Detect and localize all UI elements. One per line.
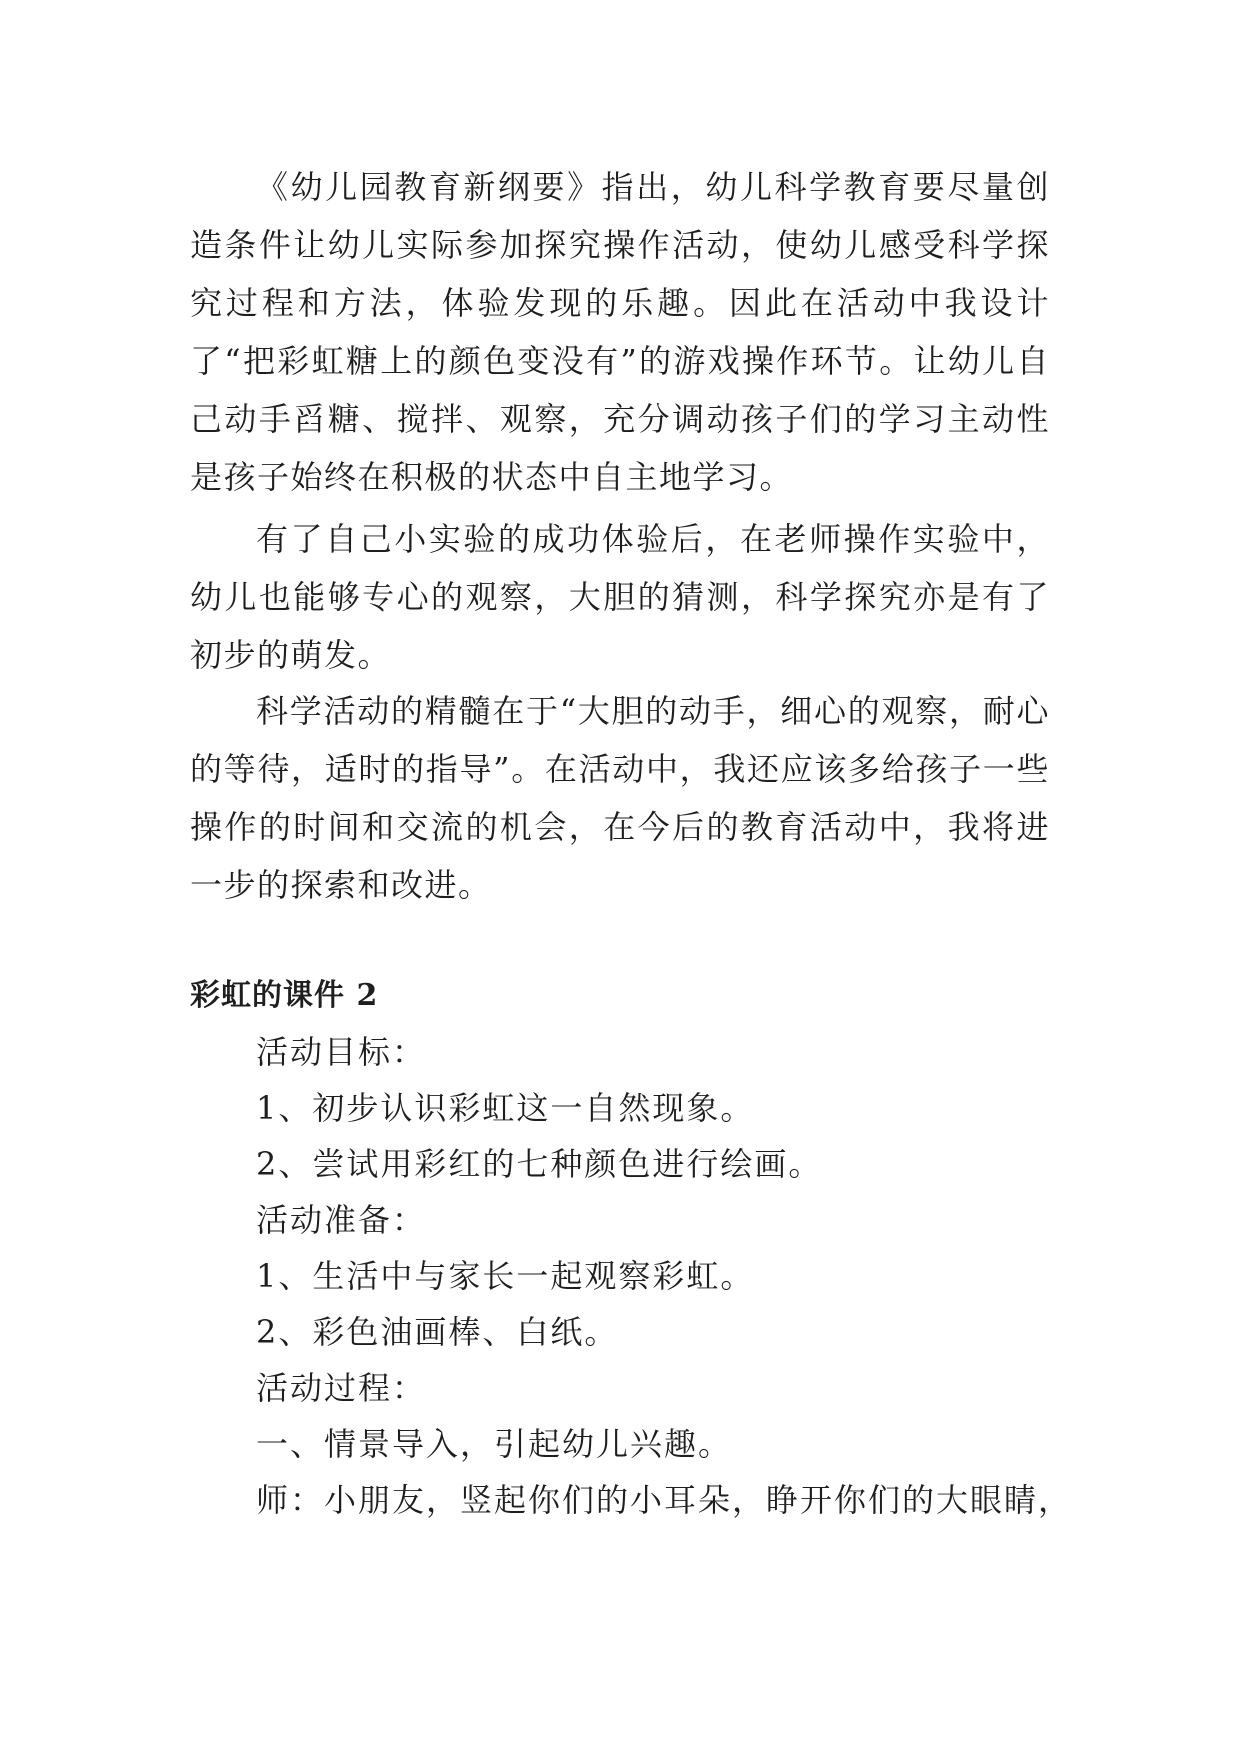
body-paragraph: 《幼儿园教育新纲要》指出，幼儿科学教育要尽量创造条件让幼儿实际参加探究操作活动，使幼儿感受科学探究过程和方法，体验发现的乐趣。因此在活动中我设计了“把彩虹糖上的颜色变没有”的游戏操作环节。让幼儿自己动手舀糖、搅拌、观察，充分调动孩子们的学习主动性是孩子始终在积极的状态中自主地学习。 <box>190 168 1050 496</box>
section-heading: 彩虹的课件 2 <box>190 978 379 1013</box>
goal-item: 2、尝试用彩红的七种颜色进行绘画。 <box>256 1145 823 1183</box>
preparation-item: 1、生活中与家长一起观察彩虹。 <box>256 1257 755 1295</box>
body-paragraph: 有了自己小实验的成功体验后，在老师操作实验中，幼儿也能够专心的观察，大胆的猜测，科学探究亦是有了初步的萌发。 <box>190 520 1050 674</box>
teacher-dialogue: 师：小朋友，竖起你们的小耳朵，睁开你们的大眼睛， <box>256 1481 1073 1519</box>
activity-preparation-heading: 活动准备： <box>256 1201 427 1239</box>
activity-goal-heading: 活动目标： <box>256 1033 427 1071</box>
activity-process-heading: 活动过程： <box>256 1369 427 1407</box>
body-paragraph: 科学活动的精髓在于“大胆的动手，细心的观察，耐心的等待，适时的指导”。在活动中，我还应该多给孩子一些操作的时间和交流的机会，在今后的教育活动中，我将进一步的探索和改进。 <box>190 692 1050 904</box>
goal-item: 1、初步认识彩虹这一自然现象。 <box>256 1089 755 1127</box>
preparation-item: 2、彩色油画棒、白纸。 <box>256 1313 619 1351</box>
process-step: 一、情景导入，引起幼儿兴趣。 <box>256 1425 733 1463</box>
